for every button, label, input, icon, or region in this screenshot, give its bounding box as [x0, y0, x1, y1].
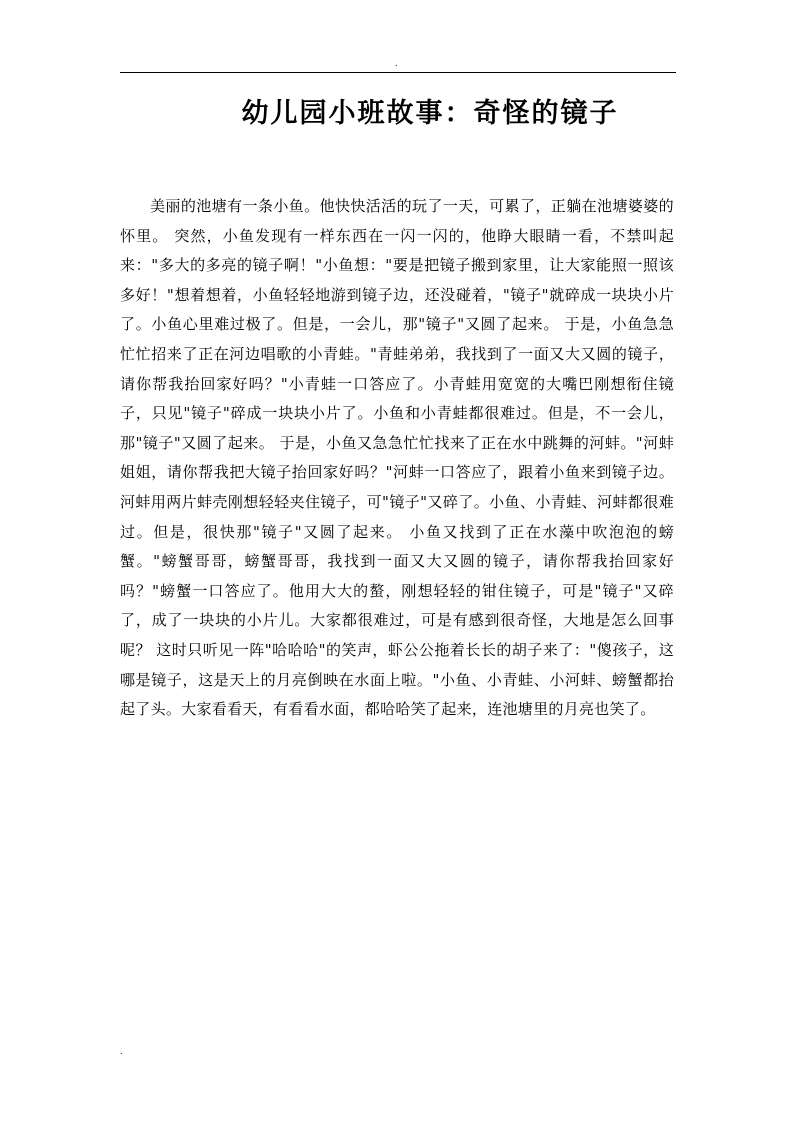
- header-mark: .: [395, 59, 398, 68]
- footer-mark: .: [120, 1047, 123, 1056]
- page-title: 幼儿园小班故事：奇怪的镜子: [241, 98, 619, 129]
- header-rule: [120, 72, 676, 73]
- story-paragraph: 美丽的池塘有一条小鱼。他快快活活的玩了一天，可累了，正躺在池塘婆婆的怀里。 突然，小鱼发现有一样东西在一闪一闪的，他睁大眼睛一看，不禁叫起来："多大的多亮的镜子啊！"小鱼想："要是把镜子搬到家里，让大家能照一照该多好！"想着想着，小鱼轻轻地游到镜子边，还没碰着，"镜子"就碎成一块块小片了。小鱼心里难过极了。但是，一会儿，那"镜子"又圆了起来。 于是，小鱼急急忙忙招来了正在河边唱歌的小青蛙。"青蛙弟弟，我找到了一面又大又圆的镜子，请你帮我抬回家好吗？"小青蛙一口答应了。小青蛙用宽宽的大嘴巴刚想衔住镜子，只见"镜子"碎成一块块小片了。小鱼和小青蛙都很难过。但是，不一会儿，那"镜子"又圆了起来。 于是，小鱼又急急忙忙找来了正在水中跳舞的河蚌。"河蚌姐姐，请你帮我把大镜子抬回家好吗？"河蚌一口答应了，跟着小鱼来到镜子边。河蚌用两片蚌壳刚想轻轻夹住镜子，可"镜子"又碎了。小鱼、小青蛙、河蚌都很难过。但是，很快那"镜子"又圆了起来。 小鱼又找到了正在水藻中吹泡泡的螃蟹。"螃蟹哥哥，螃蟹哥哥，我找到一面又大又圆的镜子，请你帮我抬回家好吗？"螃蟹一口答应了。他用大大的螯，刚想轻轻的钳住镜子，可是"镜子"又碎了，成了一块块的小片儿。大家都很难过，可是有感到很奇怪，大地是怎么回事呢？ 这时只听见一阵"哈哈哈"的笑声，虾公公拖着长长的胡子来了："傻孩子，这哪是镜子，这是天上的月亮倒映在水面上啦。"小鱼、小青蛙、小河蚌、螃蟹都抬起了头。大家看看天，有看看水面，都哈哈笑了起来，连池塘里的月亮也笑了。: [120, 197, 674, 719]
